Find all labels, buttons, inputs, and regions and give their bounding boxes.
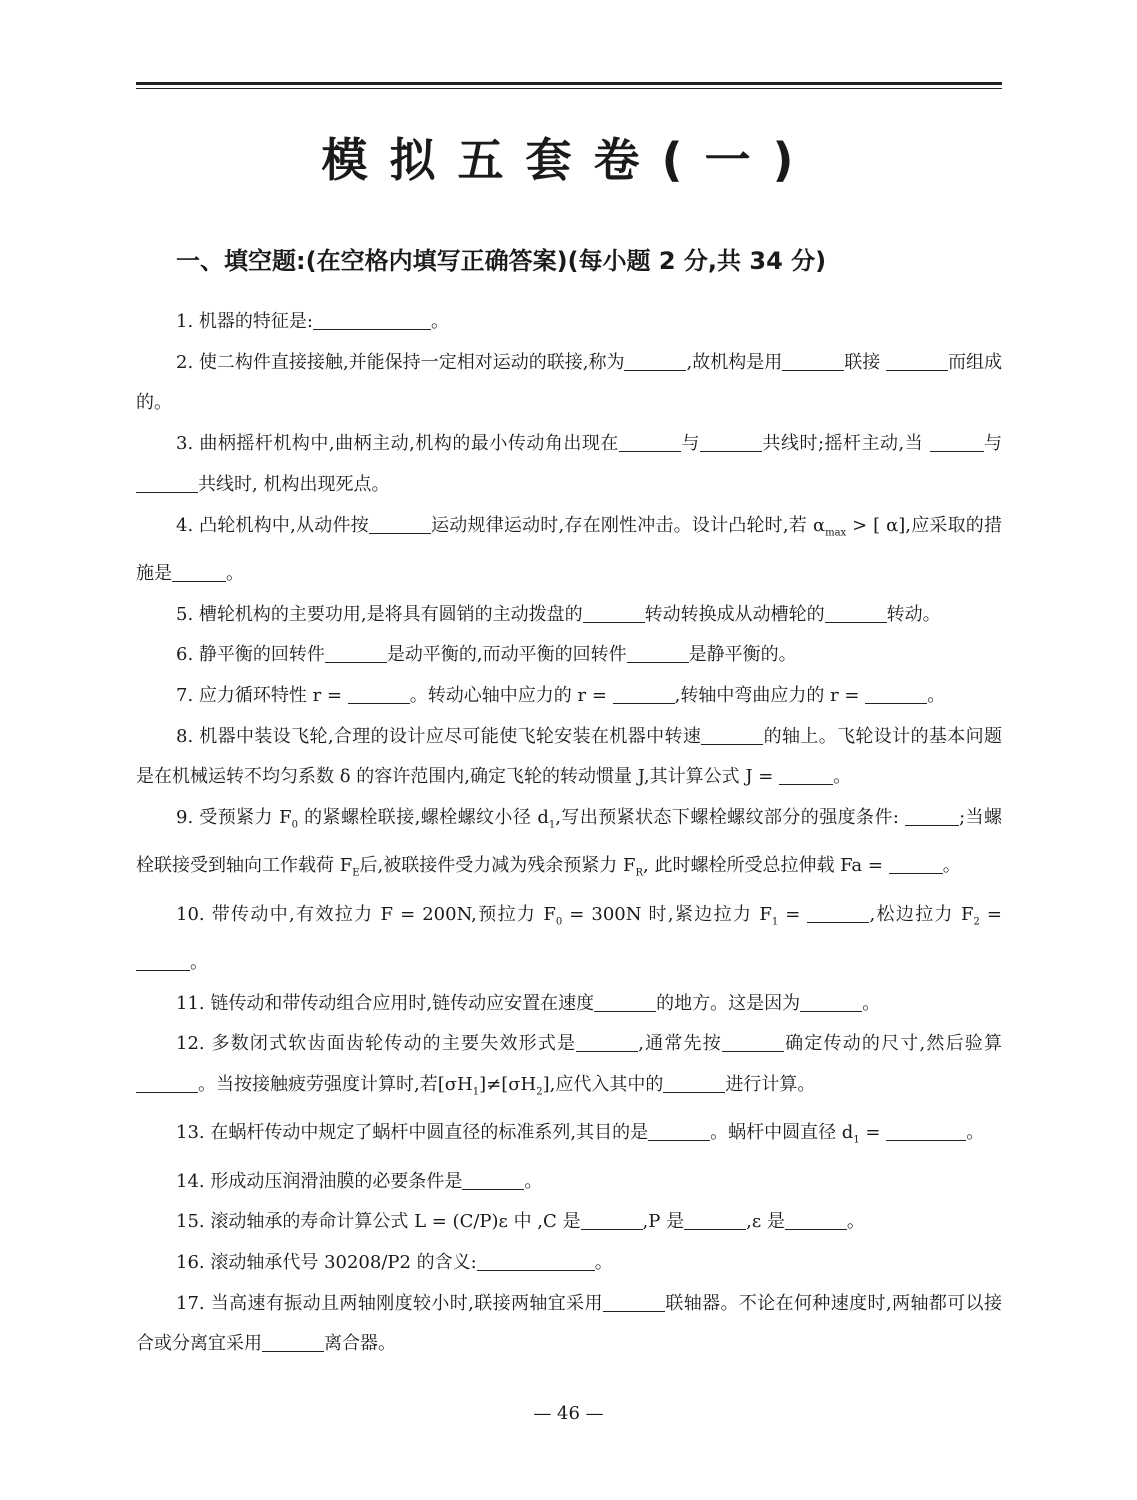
question-4: 4. 凸轮机构中,从动件按 运动规律运动时,存在刚性冲击。设计凸轮时,若 $\alpha_{max}$ > [ α],应采取的措施是 。 <box>136 514 1003 584</box>
answer-blank <box>930 433 984 452</box>
answer-blank <box>782 352 844 371</box>
page-number: — 46 — <box>533 1403 604 1424</box>
answer-blank <box>594 993 656 1012</box>
answer-blank <box>865 685 927 704</box>
answer-blank <box>136 952 190 971</box>
answer-blank <box>886 1122 966 1141</box>
answer-blank <box>313 311 431 330</box>
question-2: 2. 使二构件直接接触,并能保持一定相对运动的联接,称为 ,故机构是用 联接 而组成的。 <box>136 351 1002 414</box>
header-rule-thick <box>136 82 1002 85</box>
answer-blank <box>603 1293 665 1312</box>
answer-blank <box>779 766 833 785</box>
page-title: 模拟五套卷(一) <box>321 133 816 187</box>
question-3: 3. 曲柄摇杆机构中,曲柄主动,机构的最小传动角出现在 与 共线时;摇杆主动,当 与共线时, 机构出现死点。 <box>136 424 1002 505</box>
answer-blank <box>889 855 943 874</box>
answer-blank <box>825 604 887 623</box>
question-6: 6. 静平衡的回转件 是动平衡的,而动平衡的回转件 是静平衡的。 <box>176 644 797 666</box>
answer-blank <box>172 563 226 582</box>
answer-blank <box>700 433 762 452</box>
answer-blank <box>663 1074 725 1093</box>
answer-blank <box>807 904 869 923</box>
question-7: 7. 应力循环特性 r = 。转动心轴中应力的 r = ,转轴中弯曲应力的 r = 。 <box>176 684 946 706</box>
header-rule-thin <box>136 88 1002 89</box>
answer-blank <box>369 515 431 534</box>
question-15: 15. 滚动轴承的寿命计算公式 L = (C/P)ε 中 ,C 是 ,P 是 ,ε 是 。 <box>176 1211 865 1233</box>
answer-blank <box>581 1211 643 1230</box>
answer-blank <box>325 644 387 663</box>
answer-blank <box>701 726 763 745</box>
question-1: 1. 机器的特征是: 。 <box>176 311 449 332</box>
question-5: 5. 槽轮机构的主要功用,是将具有圆销的主动拨盘的 转动转换成从动槽轮的 转动。 <box>176 603 941 625</box>
answer-blank <box>477 1252 595 1271</box>
answer-blank <box>619 433 681 452</box>
answer-blank <box>627 644 689 663</box>
question-11: 11. 链传动和带传动组合应用时,链传动应安置在速度 的地方。这是因为 。 <box>176 992 881 1014</box>
question-16: 16. 滚动轴承代号 30208/P2 的含义: 。 <box>176 1252 613 1274</box>
answer-blank <box>800 993 862 1012</box>
answer-blank <box>462 1171 524 1190</box>
question-9: 9. 受预紧力 $F_0$ 的紧螺栓联接,螺栓螺纹小径 $d_1$,写出预紧状态下螺栓螺纹部分的强度条件: ;当螺栓联接受到轴向工作载荷 $F_E$后,被联接件受力减为残余预紧力 $F_R$, 此时螺栓所受总拉伸载 Fa = 。 <box>136 807 1002 879</box>
answer-blank <box>785 1211 847 1230</box>
answer-blank <box>886 352 948 371</box>
answer-blank <box>684 1211 746 1230</box>
answer-blank <box>613 685 675 704</box>
question-12: 12. 多数闭式软齿面齿轮传动的主要失效形式是 ,通常先按 确定传动的尺寸,然后验算。当按接触疲劳强度计算时,若$[\sigma H_1]\ne[\sigma H_2]$,应代入其中的 进行计算。 <box>136 1024 1002 1113</box>
question-13: 13. 在蜗杆传动中规定了蜗杆中圆直径的标准系列,其目的是 。蜗杆中圆直径 $d_1$ = 。 <box>176 1122 985 1146</box>
answer-blank <box>722 1033 784 1052</box>
answer-blank <box>905 807 959 826</box>
answer-blank <box>136 1074 198 1093</box>
answer-blank <box>583 604 645 623</box>
question-8: 8. 机器中装设飞轮,合理的设计应尽可能使飞轮安装在机器中转速 的轴上。飞轮设计的基本问题是在机械运转不均匀系数 δ 的容许范围内,确定飞轮的转动惯量 J,其计算公式 J = 。 <box>136 725 1002 788</box>
answer-blank <box>624 352 686 371</box>
section-heading: 一、填空题:(在空格内填写正确答案)(每小题 2 分,共 34 分) <box>176 247 827 275</box>
question-list <box>136 302 1002 1365</box>
question-14: 14. 形成动压润滑油膜的必要条件是 。 <box>176 1170 543 1192</box>
question-10: 10. 带传动中,有效拉力 F = 200N,预拉力 $F_0 = 300N$ 时,紧边拉力 $F_1$ = ,松边拉力 $F_2$ = 。 <box>136 895 1002 984</box>
answer-blank <box>648 1122 710 1141</box>
answer-blank <box>348 685 410 704</box>
question-17: 17. 当高速有振动且两轴刚度较小时,联接两轴宜采用 联轴器。不论在何种速度时,两轴都可以接合或分离宜采用 离合器。 <box>136 1292 1002 1355</box>
answer-blank <box>136 474 198 493</box>
answer-blank <box>576 1033 638 1052</box>
answer-blank <box>262 1333 324 1352</box>
